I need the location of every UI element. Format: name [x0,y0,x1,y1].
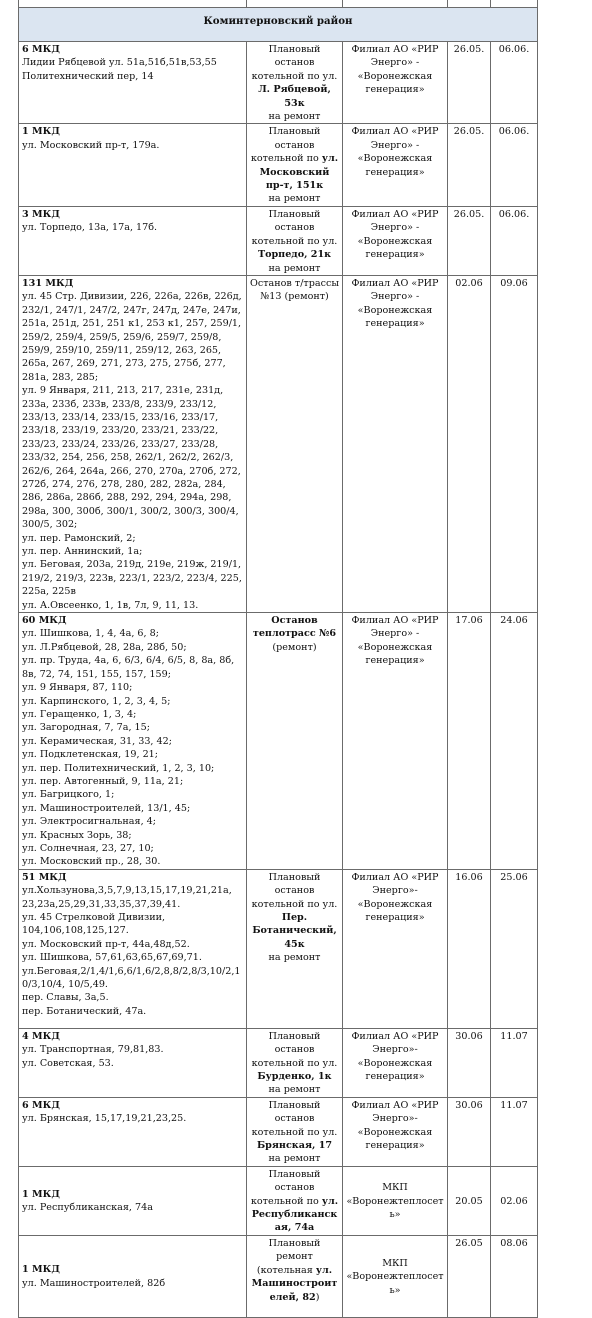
reason-cell [247,1028,343,1097]
reason-location: Бурденко, 1к [257,1071,332,1082]
end-date: 25.06 [491,869,538,1028]
address-line: ул. Торпедо, 13а, 17а, 17б. [22,222,158,234]
start-date: 26.05. [448,206,491,275]
address-cell [19,42,247,124]
address-line: ул. Л.Рябцевой, 28, 28а, 28б, 50; [22,641,187,653]
organization-cell: Филиал АО «РИР Энерго»- «Воронежская генерация» [343,1028,448,1097]
reason-location: ул. Московский пр-т, 151к [259,153,339,192]
address-cell [19,1235,247,1317]
organization-cell: МКП «Воронежтеплосеть» [343,1166,448,1235]
organization-cell: Филиал АО «РИР Энерго» - «Воронежская генерация» [343,42,448,124]
reason-suffix: (ремонт) [272,641,317,653]
top-empty-row [19,0,538,8]
end-date: 09.06 [491,275,538,612]
start-date: 26.05 [448,1235,491,1317]
reason-cell [247,275,343,612]
building-count: 3 МКД [22,208,60,220]
organization-cell: МКП «Воронежтеплосеть» [343,1235,448,1317]
address-line: ул. 45 Стр. Дивизии, 226, 226а, 226в, 226д, 232/1, 247/1, 247/2, 247г, 247д, 247е, 247и, 251а, 251д, 251, 251 к1, 253 к1, 257, 259/1, 259/2, 259/4, 259/5, 259/6, 259/7, 259/8, 259/9, 259/10, 259/11, 259/12, 263, 265, 265а, 267, 269, 271, 273, 275, 275б, 277, 281а, 283, 285; [22,291,242,383]
district-header-row [19,8,538,42]
table-row [19,275,538,612]
organization-cell: Филиал АО «РИР Энерго»- «Воронежская генерация» [343,869,448,1028]
address-line: ул. Шишкова, 57,61,63,65,67,69,71. [22,952,202,964]
reason-suffix: на ремонт [268,111,321,123]
address-cell [19,613,247,870]
building-count: 6 МКД [22,1099,60,1111]
reason-location: Брянская, 17 [256,1140,333,1152]
reason-location: ул. Республиканская, 74а [251,1195,339,1234]
address-line: ул. Транспортная, 79,81,83. [22,1044,164,1056]
address-line: ул. Московский пр-т, 44а,48д,52. [22,938,190,950]
address-cell [19,275,247,612]
table-row [19,206,538,275]
start-date: 20.05 [448,1166,491,1235]
reason-cell [247,42,343,124]
building-count: 131 МКД [22,277,74,289]
end-date: 08.06 [491,1235,538,1317]
address-line: ул. 9 Января, 211, 213, 217, 231е, 231д, 233а, 233б, 233в, 233/8, 233/9, 233/12, 233/13, 233/14, 233/15, 233/16, 233/17, 233/18, 233/19, 233/20, 233/21, 233/22, 233/23, 233/24, 233/26, 233/27, 233/28, 233/32, 254, 256, 258, 262/1, 262/2, 262/3, 262/6, 264, 264а, 266, 270, 270а, 270б, 272, 272б, 274, 276, 278, 280, 282, 282а, 284, 286, 286а, 286б, 288, 292, 294, 294а, 298, 298а, 300, 300б, 300/1, 300/2, 300/3, 300/4, 300/5, 302; [22,385,241,531]
organization-cell: Филиал АО «РИР Энерго»- «Воронежская генерация» [343,1097,448,1166]
end-date: 02.06 [491,1166,538,1235]
building-count: 6 МКД [22,44,60,55]
reason-text: Плановый ремонт (котельная [256,1237,321,1276]
end-date: 06.06. [491,42,538,124]
address-line: ул.Беговая,2/1,4/1,6,6/1,6/2,8,8/2,8/3,10/2,10/3,10/4, 10/5,49. [22,965,241,991]
organization-cell: Филиал АО «РИР Энерго» - «Воронежская генерация» [343,124,448,206]
address-line: ул. Карпинского, 1, 2, 3, 4, 5; [22,695,171,707]
reason-suffix: на ремонт [268,952,321,964]
address-line: пер. Славы, 3а,5. [22,992,109,1004]
building-count: 1 МКД [22,1188,60,1200]
address-line: Лидии Рябцевой ул. 51а,51б,51в,53,55 [22,57,217,69]
start-date: 30.06 [448,1097,491,1166]
reason-cell [247,1097,343,1166]
reason-location: ул. Машиностроителей, 82 [251,1264,338,1303]
reason-suffix: на ремонт [268,262,321,274]
reason-text: Плановый останов котельной по ул. [251,1099,338,1138]
start-date: 26.05. [448,42,491,124]
building-count: 60 МКД [22,615,67,627]
address-line: ул. Геращенко, 1, 3, 4; [22,708,137,720]
reason-text: Плановый останов котельной по ул. [251,871,338,910]
reason-suffix: на ремонт [268,1153,321,1165]
address-line: ул. Беговая, 203а, 219д, 219е, 219ж, 219/1, 219/2, 219/3, 223в, 223/1, 223/2, 223/4, 225, 225а, 225в [22,559,242,598]
table-row [19,42,538,124]
table-row [19,613,538,870]
end-date: 06.06. [491,206,538,275]
end-date: 11.07 [491,1028,538,1097]
address-line: ул. Багрицкого, 1; [22,789,115,801]
address-line: Политехнический пер, 14 [22,70,154,82]
address-line: ул. Брянская, 15,17,19,21,23,25. [22,1113,187,1125]
reason-location: Пер. Ботанический, 45к [252,912,337,950]
address-line: ул. Электросигнальная, 4; [22,816,156,828]
address-line: ул. 45 Стрелковой Дивизии, 104,106,108,125,127. [22,912,166,937]
building-count: 51 МКД [22,871,67,883]
organization-cell: Филиал АО «РИР Энерго» - «Воронежская генерация» [343,275,448,612]
address-line: ул. пер. Рамонский, 2; [22,532,136,544]
table-row [19,1028,538,1097]
end-date: 06.06. [491,124,538,206]
reason-location: Л. Рябцевой, 53к [258,84,331,109]
reason-cell [247,1235,343,1317]
address-line: ул. Солнечная, 23, 27, 10; [22,842,154,854]
building-count: 1 МКД [22,126,60,138]
address-line: ул. пер. Политехнический, 1, 2, 3, 10; [22,762,215,774]
reason-suffix: на ремонт [268,193,321,205]
address-line: ул. Загородная, 7, 7а, 15; [22,722,150,734]
address-cell [19,206,247,275]
organization-cell: Филиал АО «РИР Энерго» - «Воронежская генерация» [343,206,448,275]
building-count: 1 МКД [22,1264,60,1276]
start-date: 30.06 [448,1028,491,1097]
reason-text: Плановый останов котельной по ул. [251,44,338,82]
address-line: ул. пр. Труда, 4а, 6, 6/3, 6/4, 6/5, 8, 8а, 8б, 8в, 72, 74, 151, 155, 157, 159; [22,655,235,680]
reason-text: Плановый останов котельной по [250,1168,322,1207]
reason-text: Плановый останов котельной по [250,126,322,165]
building-count: 4 МКД [22,1030,60,1042]
table-row [19,1166,538,1235]
address-line: ул. пер. Аннинский, 1а; [22,546,143,558]
table-row [19,869,538,1028]
reason-text: Плановый останов котельной по ул. [251,208,338,247]
address-line: ул. Советская, 53. [22,1057,114,1069]
address-cell [19,1028,247,1097]
address-line: ул. Шишкова, 1, 4, 4а, 6, 8; [22,628,159,640]
reason-text: Плановый останов котельной по ул. [251,1030,338,1069]
address-line: ул. Красных Зорь, 38; [22,829,132,841]
address-line: ул. Машиностроителей, 82б [22,1277,166,1289]
start-date: 26.05. [448,124,491,206]
table-row [19,124,538,206]
address-line: пер. Ботанический, 47а. [22,1005,147,1017]
reason-location: Останов теплотрасс №6 [252,615,337,640]
address-cell [19,1166,247,1235]
start-date: 16.06 [448,869,491,1028]
address-line: ул.Хользунова,3,5,7,9,13,15,17,19,21,21а, 23,23а,25,29,31,33,35,37,39,41. [22,885,232,910]
reason-cell [247,206,343,275]
reason-cell [247,124,343,206]
address-cell [19,1097,247,1166]
address-line: ул. Московский пр., 28, 30. [22,856,161,868]
reason-cell [247,613,343,870]
address-cell [19,124,247,206]
start-date: 02.06 [448,275,491,612]
address-line: ул. Республиканская, 74а [22,1202,153,1214]
organization-cell: Филиал АО «РИР Энерго» - «Воронежская генерация» [343,613,448,870]
start-date: 17.06 [448,613,491,870]
address-line: ул. Подклетенская, 19, 21; [22,749,159,761]
address-cell [19,869,247,1028]
table-row [19,1235,538,1317]
reason-location: Торпедо, 21к [257,249,332,261]
address-line: ул. Московский пр-т, 179а. [22,139,160,151]
outage-table [18,0,538,1318]
address-line: ул. А.Овсеенко, 1, 1в, 7л, 9, 11, 13. [22,599,199,611]
address-line: ул. Керамическая, 31, 33, 42; [22,735,172,747]
table-row [19,1097,538,1166]
end-date: 24.06 [491,613,538,870]
reason-cell [247,869,343,1028]
reason-suffix: на ремонт [268,1084,321,1096]
address-line: ул. пер. Автогенный, 9, 11а, 21; [22,775,184,787]
address-line: ул. Машиностроителей, 13/1, 45; [22,802,191,814]
reason-text: Останов т/трассы №13 (ремонт) [250,277,339,303]
reason-cell [247,1166,343,1235]
reason-suffix: ) [315,1291,320,1303]
end-date: 11.07 [491,1097,538,1166]
district-name: Коминтерновский район [19,8,538,42]
address-line: ул. 9 Января, 87, 110; [22,682,133,694]
